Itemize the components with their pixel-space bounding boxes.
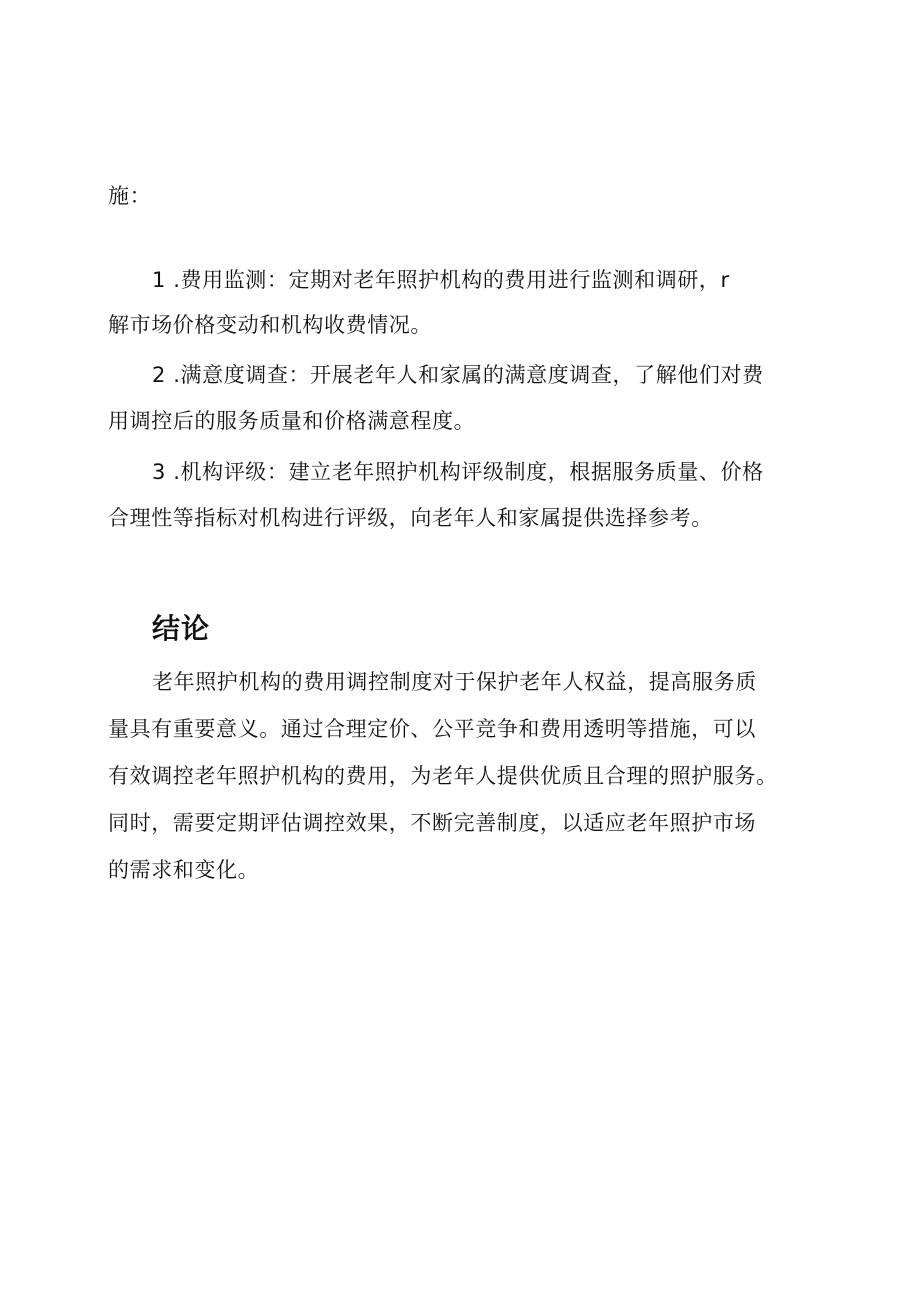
measure-3-line-2: 合理性等指标对机构进行评级，向老年人和家属提供选择参考。 bbox=[108, 506, 713, 530]
conclusion-line-2: 量具有重要意义。通过合理定价、公平竞争和费用透明等措施，可以 bbox=[108, 717, 756, 741]
conclusion-heading: 结论 bbox=[152, 612, 211, 645]
intro-fragment: 施： bbox=[108, 184, 152, 208]
measure-3-line-1: 3 .机构评级：建立老年照护机构评级制度，根据服务质量、价格 bbox=[152, 460, 764, 484]
conclusion-line-4: 同时，需要定期评估调控效果，不断完善制度，以适应老年照护市场 bbox=[108, 811, 756, 835]
measure-1-line-2: 解市场价格变动和机构收费情况。 bbox=[108, 313, 432, 337]
measure-2-line-2: 用调控后的服务质量和价格满意程度。 bbox=[108, 409, 476, 433]
conclusion-line-3: 有效调控老年照护机构的费用，为老年人提供优质且合理的照护服务。 bbox=[108, 764, 778, 788]
conclusion-line-5: 的需求和变化。 bbox=[108, 858, 260, 882]
conclusion-line-1: 老年照护机构的费用调控制度对于保护老年人权益，提高服务质 bbox=[152, 670, 757, 694]
measure-1-line-1: 1 .费用监测：定期对老年照护机构的费用进行监测和调研，r bbox=[152, 268, 730, 292]
measure-2-line-1: 2 .满意度调查：开展老年人和家属的满意度调查，了解他们对费 bbox=[152, 363, 764, 387]
